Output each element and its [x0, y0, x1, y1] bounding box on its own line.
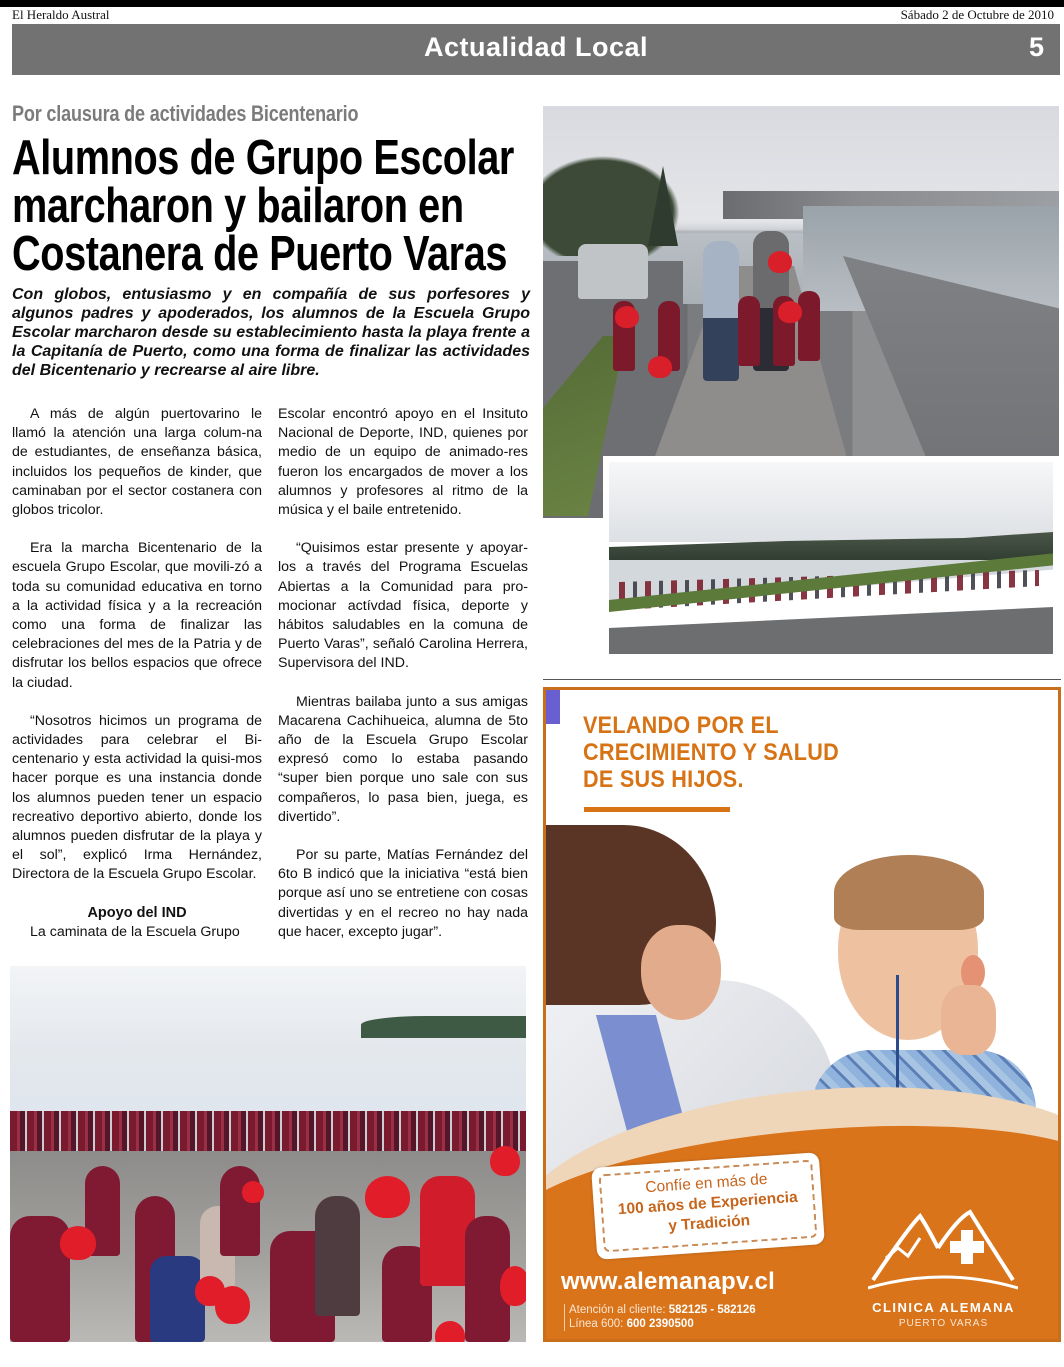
page-number: 5 — [1028, 32, 1044, 62]
paragraph: “Nosotros hicimos un programa de actividades para celebrar el Bi-centenario y esta actividad la quisi-mos hacer porque es una instancia donde los alumnos pueden tener un espacio recreativo deportivo abierto, donde los alumnos pueden disfrutar de la playa y el sol”, explicó Irma Hernández, Directora de la Escuela Grupo Escolar. — [12, 712, 262, 883]
red-balloon — [768, 251, 792, 273]
students-beach-photo — [10, 966, 526, 1342]
article-lead: Con globos, entusiasmo y en compañía de sus porfesores y algunos padres y apoderados, los alumnos de la Escuela Grupo Escolar marcharon desde su establecimiento hasta la playa frente a la Capitanía de Puerto, como una forma de finalizar las actividades del Bicentenario y recrearse al aire libre. — [12, 286, 530, 379]
badge-experience: Experiencia — [710, 1188, 799, 1212]
ad-experience-badge — [591, 1152, 825, 1260]
badge-years: 100 años de — [617, 1194, 712, 1219]
red-balloon — [490, 1146, 520, 1176]
red-balloon — [365, 1176, 410, 1218]
contact-phone: 600 2390500 — [626, 1317, 694, 1330]
mountain-cross-logo-icon — [868, 1208, 1018, 1290]
headline-line: marcharon y bailaron en — [12, 179, 464, 233]
section-title: Actualidad Local — [423, 32, 649, 62]
top-rule — [0, 0, 1064, 7]
badge-line-3: y Tradición — [667, 1212, 751, 1235]
ad-headline-line: CRECIMIENTO Y SALUD — [583, 739, 839, 766]
student — [220, 1166, 260, 1256]
red-balloon — [778, 301, 802, 323]
article-column-2 — [278, 405, 528, 942]
article-kicker: Por clausura de actividades Bicentenario — [12, 101, 359, 126]
student — [798, 291, 820, 361]
teacher — [703, 241, 739, 381]
paragraph: Por su parte, Matías Fernández del 6to B indicó que la iniciativa “está bien porque así uno se entretiene con cosas divertidas y en el recreo no hay nada que hacer, excepto jugar”. — [278, 847, 528, 940]
ad-accent-bar — [546, 690, 560, 724]
paragraph: La caminata de la Escuela Grupo — [30, 923, 240, 940]
red-balloon — [648, 356, 672, 378]
article-column-1 — [12, 405, 262, 942]
section-bar — [12, 24, 1060, 75]
ad-headline — [583, 712, 839, 793]
article-headline — [12, 131, 530, 281]
ad-contact-info — [564, 1304, 756, 1331]
publication-date: Sábado 2 de Octubre de 2010 — [900, 7, 1054, 22]
red-balloon — [60, 1226, 96, 1260]
red-balloon — [242, 1181, 264, 1203]
column-divider — [543, 679, 1061, 680]
ad-headline-line: VELANDO POR EL — [583, 712, 779, 739]
contact-line-2 — [569, 1318, 756, 1332]
doctor-face — [641, 925, 721, 1020]
contact-line-1 — [569, 1304, 756, 1318]
ad-website-link[interactable]: www.alemanapv.cl — [561, 1268, 775, 1295]
ad-headline-line: DE SUS HIJOS. — [583, 766, 744, 793]
marching-group — [613, 241, 803, 401]
teacher — [315, 1196, 360, 1316]
paragraph: Escolar encontró apoyo en el Insituto Nacional de Deporte, IND, quienes por medio de un equipo de animado-res fueron los encargados de mover a los alumnos y profesores al ritmo de la música y el baile entretenido. — [278, 406, 528, 519]
ad-brand-location: PUERTO VARAS — [898, 1318, 989, 1329]
badge-line-1: Confíe en más de — [644, 1170, 769, 1197]
headline-line: Costanera de Puerto Varas — [12, 227, 508, 281]
headline-line: Alumnos de Grupo Escolar — [12, 131, 514, 185]
ad-brand-name: CLINICA ALEMANA — [872, 1300, 1015, 1315]
article-subhead: Apoyo del IND — [87, 904, 187, 921]
road — [609, 607, 1053, 660]
clinica-alemana-advertisement[interactable] — [543, 687, 1061, 1342]
paragraph: “Quisimos estar presente y apoyar-los a través del Programa Escuelas Abiertas a la Comunidad para pro-mocionar actívdad física, deporte y hábitos saludables en la comuna de Puerto Varas”, señaló Carolina Herrera, Supervisora del IND. — [278, 540, 528, 672]
sky — [609, 462, 1053, 542]
publication-name: El Heraldo Austral — [12, 7, 110, 22]
red-balloon — [215, 1286, 250, 1324]
paragraph: A más de algún puertovarino le llamó la atención una larga colum-na de estudiantes, de enseñanza básica, incluidos los pequeños de kinder, que caminaban por el sector costanera con globos tricolor. — [12, 406, 262, 519]
badge-text — [599, 1160, 818, 1253]
crowd-background — [10, 1111, 526, 1156]
ad-headline-underline — [584, 807, 730, 812]
red-balloon — [615, 306, 639, 328]
contact-label: Línea 600: — [569, 1317, 627, 1330]
contact-phone: 582125 - 582126 — [668, 1304, 756, 1316]
paragraph: Mientras bailaba junto a sus amigas Macarena Cachihueica, alumna de 5to año de la Escuela Grupo Escolar expresó como lo estaba pasando “super bien porque uno sale con sus compañeros, lo pasa bien, juega, es divertido”. — [278, 693, 528, 825]
students-line-photo — [603, 456, 1059, 660]
island — [361, 1016, 526, 1038]
red-balloon — [500, 1266, 526, 1306]
paragraph: Era la marcha Bicentenario de la escuela Grupo Escolar, que movili-zó a toda su comunidad educativa en torno a la actividad física y a la recreación como una forma de finalizar las celebraciones del mes de la Patria y de disfrutar los bellos espacios que ofrece la ciudad. — [12, 540, 262, 691]
student — [738, 296, 760, 366]
child-hair — [834, 855, 984, 930]
child-hand — [941, 985, 996, 1055]
contact-label: Atención al cliente: — [569, 1304, 669, 1316]
